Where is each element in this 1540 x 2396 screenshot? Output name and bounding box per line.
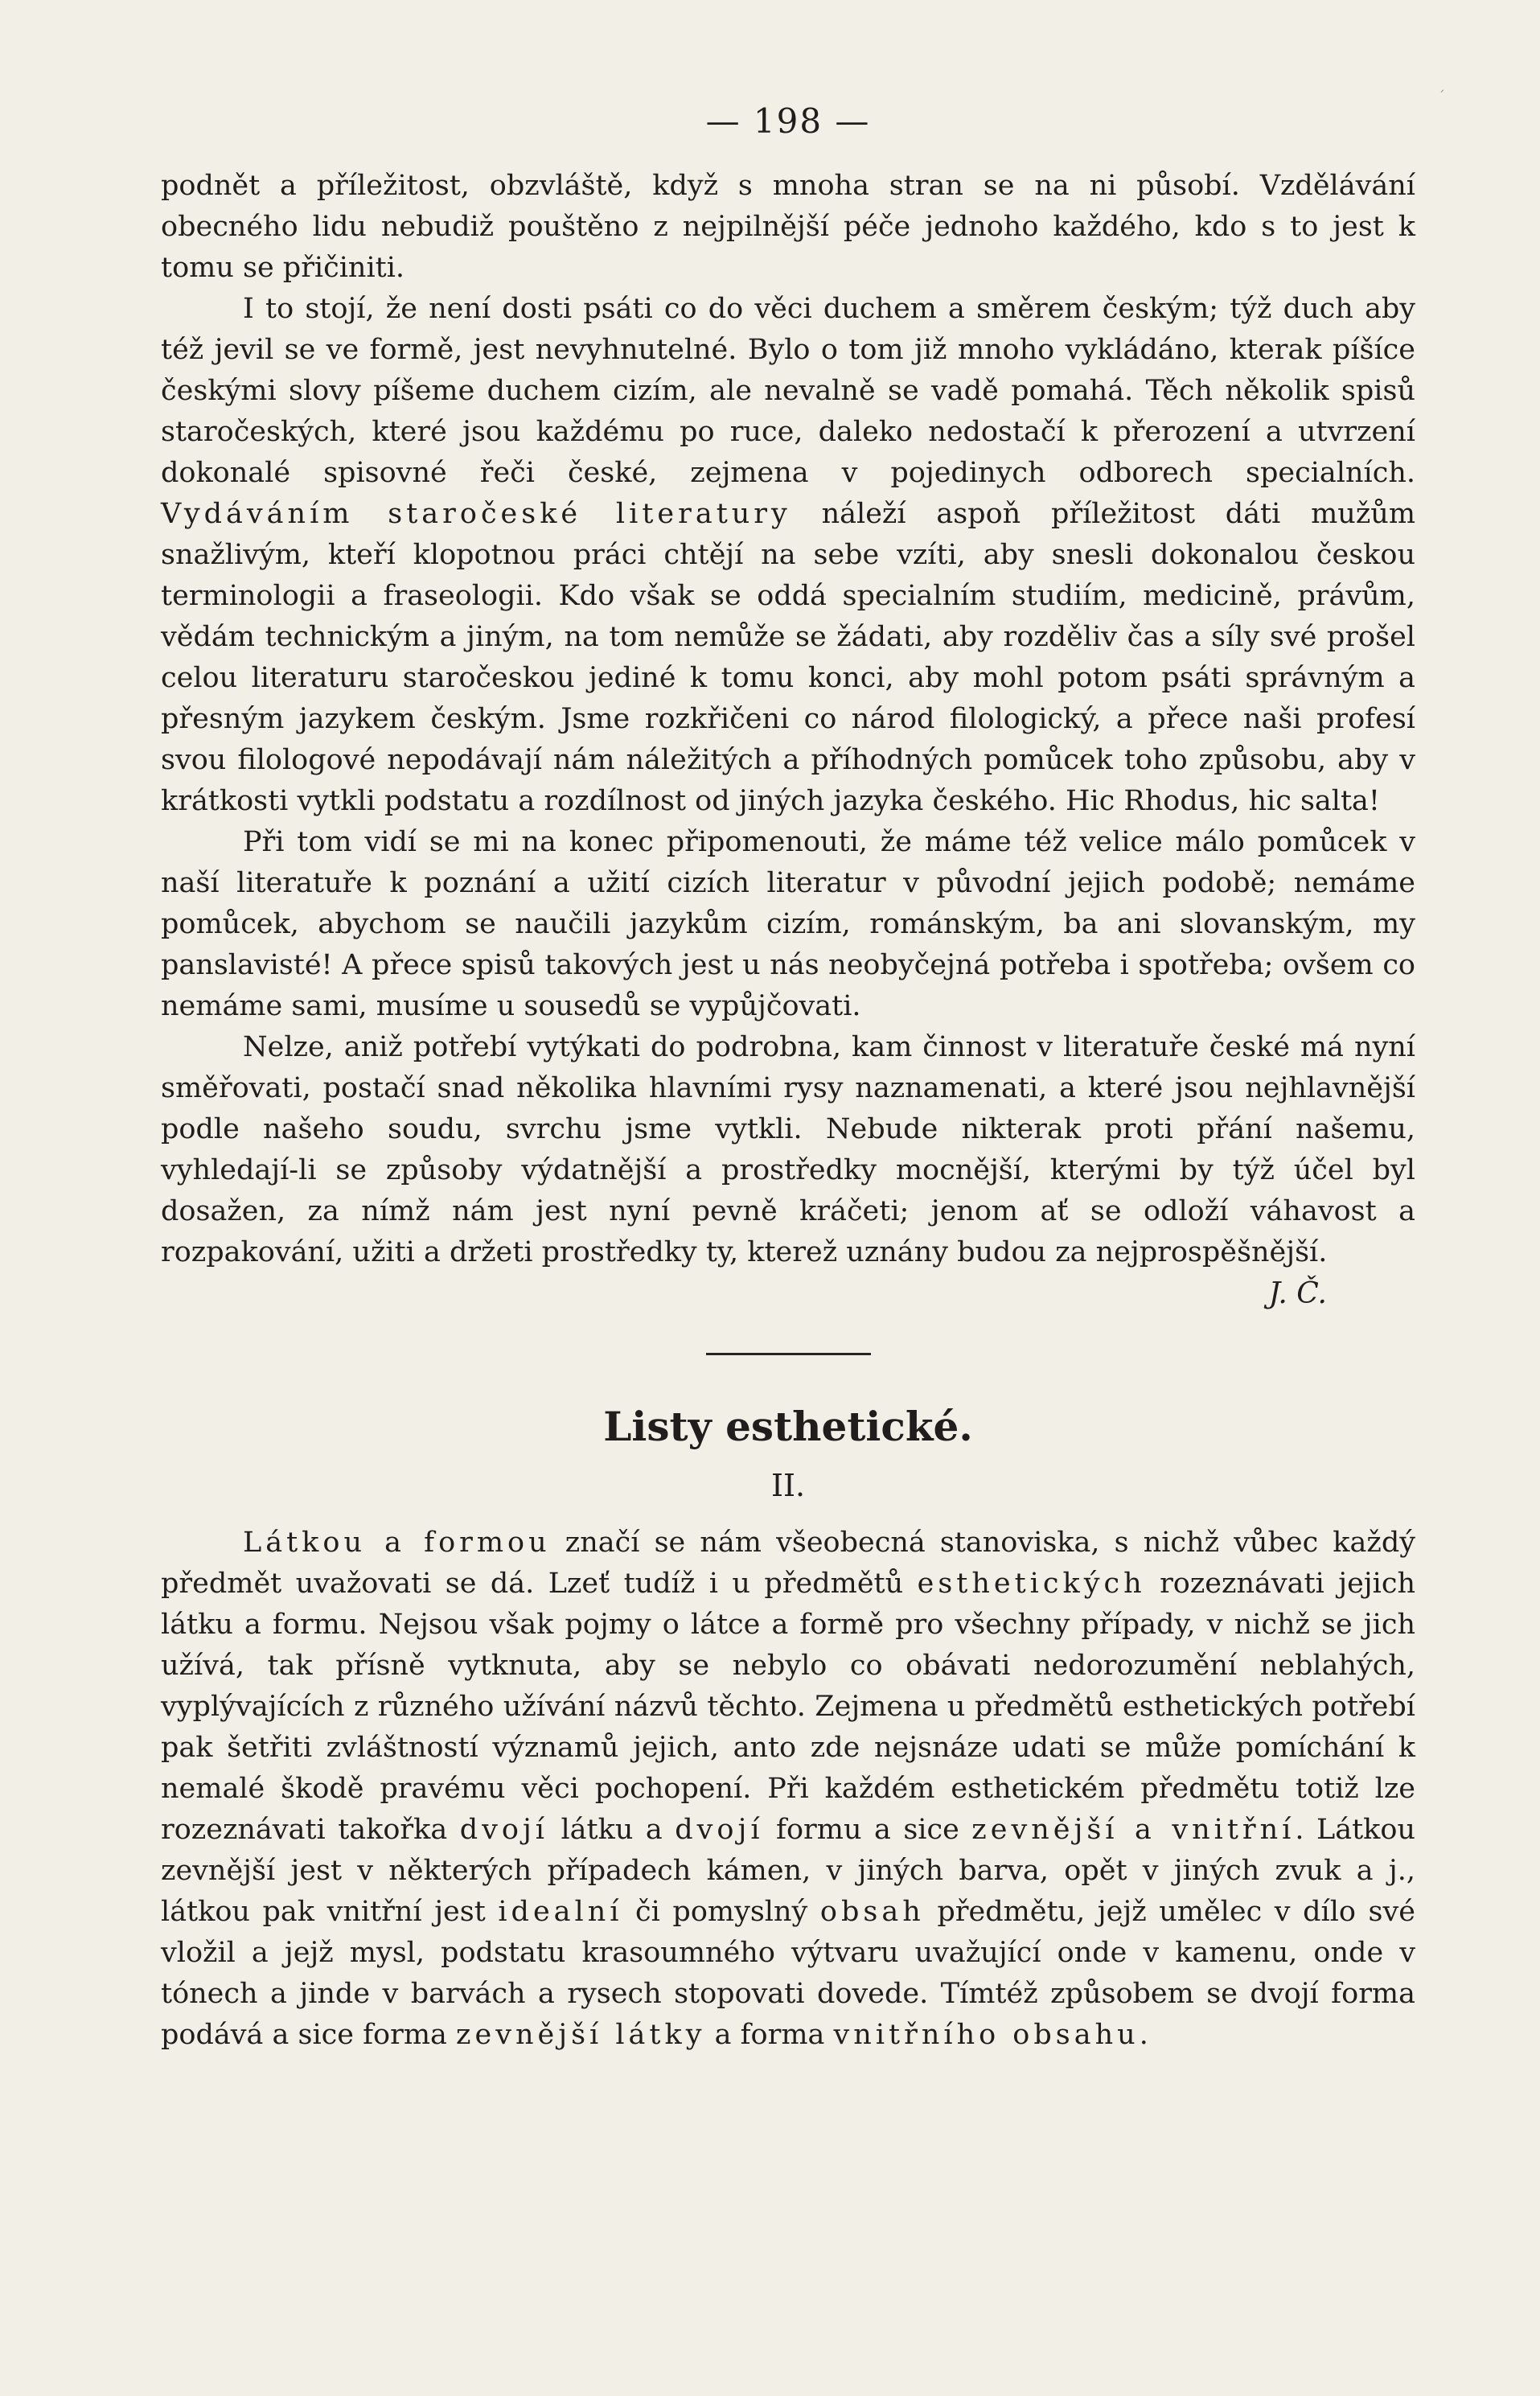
article-title: Listy esthetické. xyxy=(603,1403,973,1450)
emphasized-internal-content: vnitřního obsahu xyxy=(833,2019,1140,2051)
emphasized-double-matter: dvojí xyxy=(459,1814,548,1846)
emphasized-ideal: idealní xyxy=(498,1896,623,1928)
page-number: — 198 — xyxy=(705,101,871,141)
article-text-2: rozeznávati jejich látku a formu. Nejsou však pojmy o látce a formě pro všechny případy, v nichž se jich užívá, tak přísně vytknuta, aby se nebylo co obávati nedorozumění neblahých, vyplývajících z různého užívání názvů těchto. Zejmena u předmětů esthetických potřebí pak šetřiti zvláštností významů jejich, anto zde nejsnáze udati se může pomíchání k nemalé škodě pravému věci pochopení. Při každém esthetickém předmětu totiž lze rozeznávati takořka xyxy=(161,1568,1415,1846)
article-text-5: . Látkou zevnější jest v některých případech kámen, v jiných barva, opět v jiných zvuk a j., látkou pak vnitřní jest xyxy=(161,1814,1415,1928)
text-column xyxy=(161,90,1415,2056)
emphasized-matter-and-form: Látkou a formou xyxy=(243,1527,551,1559)
emphasized-old-czech-literature: Vydáváním staročeské literatury xyxy=(161,498,791,530)
paragraph-language-form-text-2: náleží aspoň příležitost dáti mužům snažlivým, kteří klopotnou práci chtějí na sebe vzíti, aby snesli dokonalou českou terminologii a fraseologii. Kdo však se oddá specialním studiím, medicině, právům, vědám technickým a jiným, na tom nemůže se žádati, aby rozděliv čas a síly své prošel celou literaturu staročeskou jediné k tomu konci, aby mohl potom psáti správným a přesným jazykem českým. Jsme rozkřičeni co národ filologický, a přece naši profesí svou filologové nepodávají nám náležitých a příhodných pomůcek toho způsobu, aby v krátkosti vytkli podstatu a rozdílnost od jiných jazyka českého. Hic Rhodus, hic salta! xyxy=(161,498,1416,817)
article-text-9: . xyxy=(1139,2019,1148,2051)
article-text-4: formu a sice xyxy=(763,1814,972,1846)
paragraph-language-form xyxy=(161,289,1415,822)
emphasized-esthetic: esthetických xyxy=(917,1568,1146,1600)
paragraph-language-form-text-1: I to stojí, že není dosti psáti co do věci duchem a směrem českým; týž duch aby též jevil se ve formě, jest nevyhnutelné. Bylo o tom již mnoho vykládáno, kterak píšíce českými slovy píšeme duchem cizím, ale nevalně se vadě pomahá. Těch několik spisů staročeských, které jsou každému po ruce, daleko nedostačí k přerození a utvrzení dokonalé spisovné řeči české, zejmena v pojedinych odborech specialních. xyxy=(161,293,1415,489)
margin-mark: ˊ xyxy=(1438,88,1445,105)
article-text-6: či pomyslný xyxy=(622,1896,820,1928)
section-divider xyxy=(706,1353,871,1355)
article-text-3: látku a xyxy=(548,1814,676,1846)
article-text-1: značí se nám všeobecná stanoviska, s nichž vůbec každý předmět uvažovati se dá. Lzeť tudíž i u předmětů xyxy=(161,1527,1415,1600)
section-number: II. xyxy=(770,1468,806,1503)
paragraph-conclusion-text: Nelze, aniž potřebí vytýkati do podrobna, kam činnost v literatuře české má nyní směřovati, postačí snad několika hlavními rysy naznamenati, a které jsou nejhlavnější podle našeho soudu, svrchu jsme vytkli. Nebude nikterak proti přání našemu, vyhledají-li se způsoby výdatnější a prostředky mocnější, kterými by týž účel byl dosažen, za nímž nám jest nyní pevně kráčeti; jenom ať se odloží váhavost a rozpakování, užiti a držeti prostředky ty, kterež uznány budou za nejprospěšnější. xyxy=(161,1031,1415,1268)
article-text-7: předmětu, jejž umělec v dílo své vložil a jejž mysl, podstatu krasoumného výtvaru uvažující onde v kamenu, onde v tónech a jinde v barvách a rysech stopovati dovede. Tímtéž způsobem se dvojí forma podává a sice forma xyxy=(161,1896,1415,2051)
paragraph-foreign-literatures: Při tom vidí se mi na konec připomenouti, že máme též velice málo pomůcek v naší literatuře k poznání a užití cizích literatur v původní jejich podobě; nemáme pomůcek, abychom se naučili jazykům cizím, románským, ba ani slovanským, my panslavisté! A přece spisů takových jest u nás neobyčejná potřeba i spotřeba; ovšem co nemáme sami, musíme u sousedů se vypůjčovati. xyxy=(161,826,1415,1022)
emphasized-content: obsah xyxy=(819,1896,925,1928)
continued-paragraph: podnět a příležitost, obzvláště, když s mnoha stran se na ni působí. Vzdělávání obecného lidu nebudiž pouštěno z nejpilnější péče jednoho každého, kdo s to jest k tomu se přičiniti. xyxy=(161,170,1415,284)
article-paragraph xyxy=(161,1523,1415,2056)
article-text-8: a forma xyxy=(705,2019,834,2051)
author-signature: J. Č. xyxy=(1268,1277,1327,1310)
emphasized-external-matter: zevnější látky xyxy=(456,2019,706,2051)
emphasized-external-internal: zevnější a vnitřní xyxy=(971,1814,1296,1846)
emphasized-double-form: dvojí xyxy=(675,1814,764,1846)
paragraph-conclusion xyxy=(161,1027,1415,1310)
